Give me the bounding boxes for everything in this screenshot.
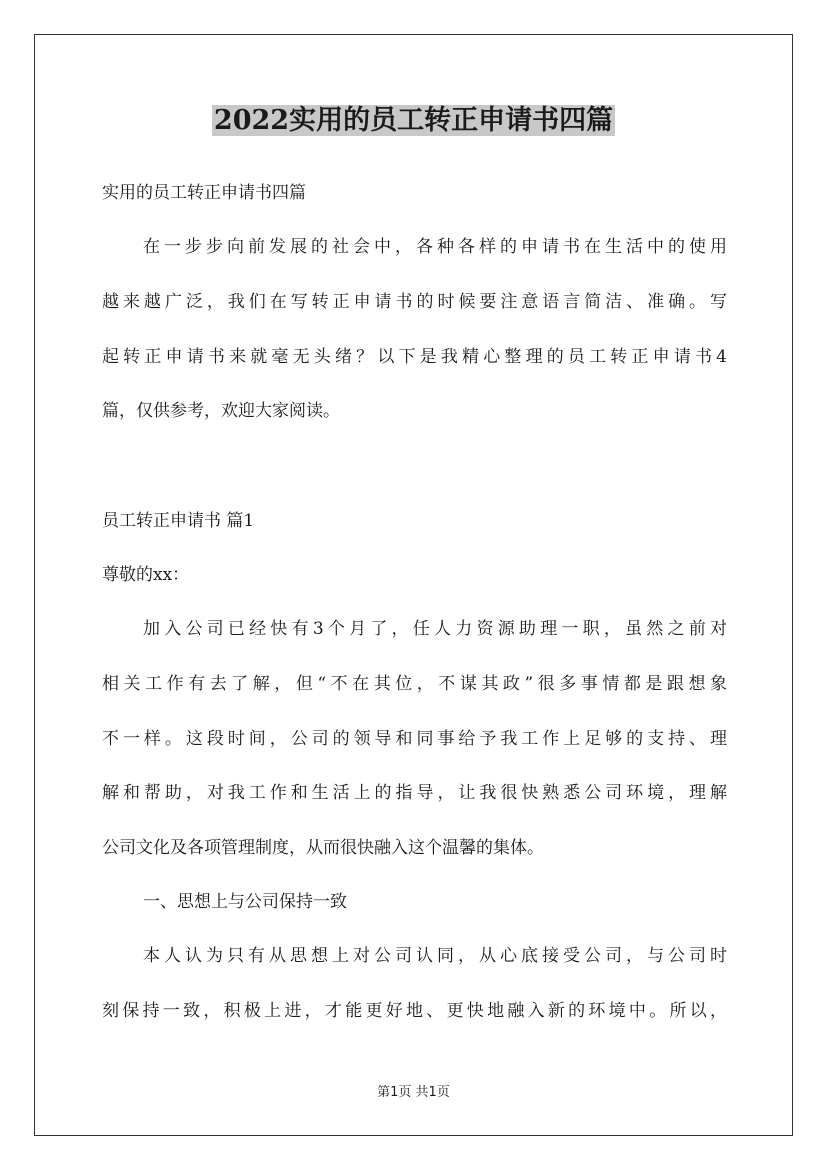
salutation: 尊敬的xx： xyxy=(102,565,190,585)
point1-heading: 一、思想上与公司保持一致 xyxy=(143,892,347,912)
page-footer: 第1页 共1页 xyxy=(377,1085,450,1100)
section-heading: 员工转正申请书 篇1 xyxy=(102,511,255,531)
para1-line-4: 解和帮助，对我工作和生活上的指导，让我很快熟悉公司环境，理解 xyxy=(102,783,727,803)
para2-line-1: 本人认为只有从思想上对公司认同，从心底接受公司，与公司时 xyxy=(143,946,727,966)
para1-line-2: 相关工作有去了解，但“不在其位，不谋其政”很多事情都是跟想象 xyxy=(102,674,727,694)
intro-line-2: 越来越广泛，我们在写转正申请书的时候要注意语言简洁、准确。写 xyxy=(102,292,727,312)
para2-line-2: 刻保持一致，积极上进，才能更好地、更快地融入新的环境中。所以， xyxy=(102,1001,727,1021)
document-subtitle: 实用的员工转正申请书四篇 xyxy=(102,183,306,203)
para1-line-5: 公司文化及各项管理制度，从而很快融入这个温馨的集体。 xyxy=(102,838,544,858)
intro-line-3: 起转正申请书来就毫无头绪？以下是我精心整理的员工转正申请书4 xyxy=(102,347,727,367)
para1-line-1: 加入公司已经快有3个月了，任人力资源助理一职，虽然之前对 xyxy=(143,619,727,639)
document-title xyxy=(0,101,827,141)
para1-line-3: 不一样。这段时间，公司的领导和同事给予我工作上足够的支持、理 xyxy=(102,729,727,749)
document-title-text: 2022实用的员工转正申请书四篇 xyxy=(213,105,614,136)
intro-line-1: 在一步步向前发展的社会中，各种各样的申请书在生活中的使用 xyxy=(143,237,727,257)
intro-line-4: 篇，仅供参考，欢迎大家阅读。 xyxy=(102,401,340,421)
